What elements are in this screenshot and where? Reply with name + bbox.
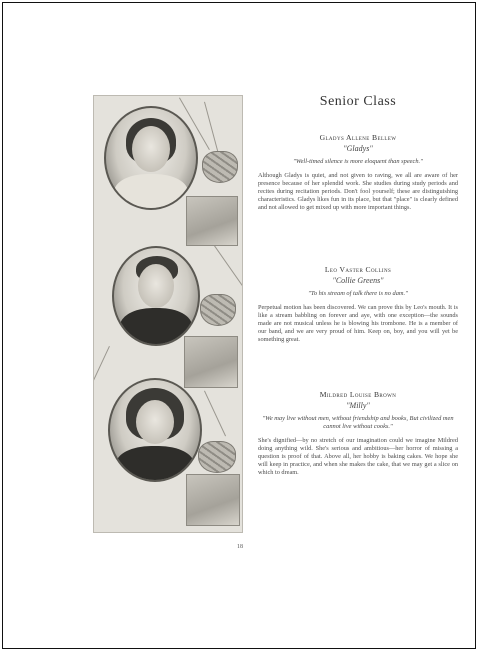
student-name: Gladys Allene Bellew xyxy=(319,133,397,142)
student-entry-leo xyxy=(258,265,458,344)
student-nickname: "Gladys" xyxy=(343,144,373,153)
page-number: 18 xyxy=(237,544,243,550)
snapshot-photo xyxy=(186,474,240,526)
student-quote: "Well-timed silence is more eloquent than speech." xyxy=(293,158,423,165)
pine-branch-decoration xyxy=(204,102,219,155)
student-name: Leo Vaster Collins xyxy=(324,265,392,274)
portrait-leo xyxy=(112,246,200,346)
snapshot-photo xyxy=(186,196,238,246)
student-entry-mildred xyxy=(258,390,458,477)
snapshot-photo xyxy=(184,336,238,388)
pine-cone-decoration xyxy=(200,294,236,326)
student-quote: "We may live without men, without friendship and books, But civilized men cannot live without cooks." xyxy=(262,415,454,430)
page-title: Senior Class xyxy=(319,94,397,109)
pine-branch-decoration xyxy=(214,245,243,287)
student-description: She's dignified—by no stretch of our imagination could we imagine Mildred doing anything wild. She's serious and ambitious—her horror of missing a question is proof of that. Above all, her hobby is baking cakes. We hope she will keep in practice, and when she makes the cake, that we may get a slice on which to dream. xyxy=(258,437,458,476)
portrait-gladys xyxy=(104,106,198,210)
student-nickname: "Collie Greens" xyxy=(332,276,384,285)
student-entry-gladys xyxy=(258,133,458,212)
student-description: Although Gladys is quiet, and not given to raving, we all are aware of her presence because of her splendid work. She studies during study periods and recites during recitation periods. Don't fool yourself; these are distinguishing characteristics. Gladys likes fun in its place, but that "place" is clearly defined and not allowed to get mixed up with more important things. xyxy=(258,172,458,211)
pine-cone-decoration xyxy=(198,441,236,473)
student-description: Perpetual motion has been discovered. We can prove this by Leo's mouth. It is like a stream babbling on forever and aye, with one exception—the sounds made are not musical unless he is blowing his trombone. He is a member of our band, and we are very proud of him. Keep on, boy, and you will yet be something great. xyxy=(258,304,458,343)
photo-panel xyxy=(93,95,243,533)
pine-cone-decoration xyxy=(202,151,238,183)
portrait-mildred xyxy=(108,378,202,482)
pine-branch-decoration xyxy=(93,346,110,383)
pine-branch-decoration xyxy=(204,391,226,437)
student-name: Mildred Louise Brown xyxy=(319,390,397,399)
student-quote: "To his stream of talk there is no dam." xyxy=(308,290,408,297)
student-nickname: "Milly" xyxy=(346,401,370,410)
